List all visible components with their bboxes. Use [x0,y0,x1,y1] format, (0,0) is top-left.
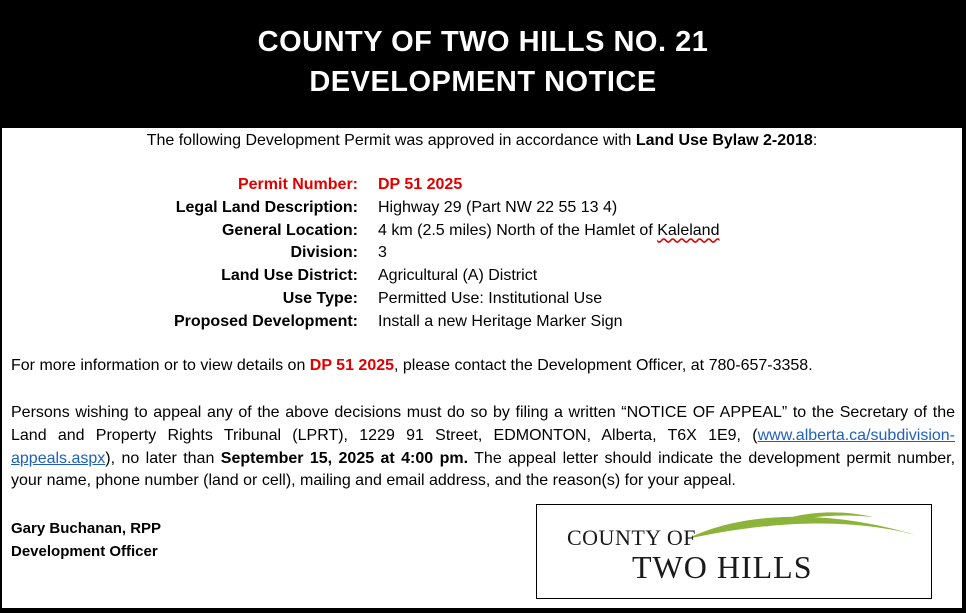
header-notice-title: DEVELOPMENT NOTICE [309,66,657,98]
detail-row-proposed-development [2,313,962,336]
detail-row-use-type [2,290,962,313]
land-use-district-value: Agricultural (A) District [378,267,538,285]
legal-land-label: Legal Land Description: [175,198,358,216]
contact-info [11,357,955,375]
use-type-label: Use Type: [282,289,358,307]
detail-row-legal-land [2,199,962,222]
appeal-text-part1: Persons wishing to appeal any of the above decisions must do so by filing a written “NOTICE OF APPEAL” to the Secretary of the Land and Property Rights Tribunal (LPRT), 1229 91 Street, EDMONTON, Alberta, T6X 1E9, ( [11,404,955,444]
logo-text-county-of: COUNTY OF [567,525,696,550]
appeal-text-part2: ), no later than [105,449,221,467]
intro-bylaw: Land Use Bylaw 2-2018 [635,132,813,149]
info-permit-number: DP 51 2025 [309,357,395,374]
legal-land-value: Highway 29 (Part NW 22 55 13 4) [378,198,618,216]
permit-number-label: Permit Number: [237,176,358,193]
general-location-place: Kaleland [657,221,720,239]
appeal-deadline: September 15, 2025 at 4:00 pm. [220,449,469,467]
general-location-prefix: 4 km (2.5 miles) North of the Hamlet of [378,221,658,239]
logo-text-two-hills: TWO HILLS [632,549,813,585]
info-text-before: For more information or to view details on [11,357,310,374]
division-label: Division: [290,244,358,262]
land-use-district-label: Land Use District: [221,267,358,285]
general-location-label: General Location: [221,221,358,239]
county-logo [536,504,932,599]
detail-row-general-location [2,222,962,245]
signature-block [11,517,161,563]
general-location-value [378,222,719,240]
appeal-link[interactable]: www.alberta.ca/subdivision-appeals.aspx [11,426,955,467]
appeal-paragraph [11,402,955,493]
hill-swoosh-front [687,517,915,539]
intro-text-after: : [812,132,818,149]
use-type-value: Permitted Use: Institutional Use [378,289,603,307]
proposed-development-label: Proposed Development: [173,312,358,330]
signature-name: Gary Buchanan, RPP [11,520,162,537]
notice-body [2,128,962,608]
signature-title: Development Officer [11,543,158,560]
detail-row-permit-number [2,176,962,199]
proposed-development-value: Install a new Heritage Marker Sign [378,312,623,330]
division-value: 3 [378,244,387,262]
detail-row-division [2,244,962,267]
appeal-text-part3: The appeal letter should indicate the development permit number, your name, phone number (land or cell), mailing and email address, and the reason(s) for your appeal. [11,449,956,490]
header-county-title: COUNTY OF TWO HILLS NO. 21 [257,26,709,58]
detail-row-land-use-district [2,267,962,290]
info-text-after: , please contact the Development Officer, at 780-657-3358. [394,357,813,374]
permit-number-value: DP 51 2025 [378,176,463,193]
permit-details [2,176,962,336]
intro-text [2,132,962,150]
notice-header [0,0,966,128]
intro-text-before: The following Development Permit was approved in accordance with [146,132,636,149]
